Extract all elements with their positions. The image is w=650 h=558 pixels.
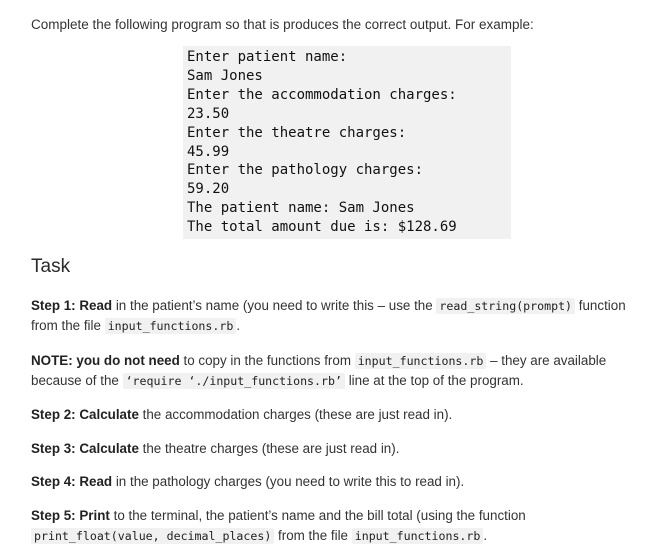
note-label: NOTE: you do not need xyxy=(31,353,180,368)
note-text: to copy in the functions from xyxy=(179,353,355,368)
intro-text: Complete the following program so that is produces the correct output. For example: xyxy=(31,17,534,32)
console-line: The total amount due is: $128.69 xyxy=(187,219,457,236)
step-2 xyxy=(31,405,641,425)
step-1-text: function from the file xyxy=(31,298,626,333)
step-2-label: Step 2: Calculate xyxy=(31,407,139,422)
note xyxy=(31,351,641,391)
console-line: Enter the theatre charges: xyxy=(187,124,407,141)
code-print-float: print_float(value, decimal_places) xyxy=(31,528,274,544)
console-line: Enter the accommodation charges: xyxy=(187,86,457,103)
step-1-text: . xyxy=(236,318,241,333)
step-5-label: Step 5: Print xyxy=(31,508,110,523)
step-5-text: from the file xyxy=(274,528,352,543)
step-1-label: Step 1: Read xyxy=(31,298,113,313)
step-5-text: . xyxy=(483,528,488,543)
code-read-string: read_string(prompt) xyxy=(436,298,575,314)
step-3-text: the theatre charges (these are just read in). xyxy=(138,441,400,456)
step-4-label: Step 4: Read xyxy=(31,474,113,489)
console-line: Sam Jones xyxy=(187,67,263,84)
step-5 xyxy=(31,506,641,546)
step-3 xyxy=(31,439,641,459)
step-4-text: in the pathology charges (you need to write this to read in). xyxy=(112,474,465,489)
step-3-label: Step 3: Calculate xyxy=(31,441,139,456)
step-2-text: the accommodation charges (these are just read in). xyxy=(138,407,453,422)
step-1 xyxy=(31,296,641,336)
step-4 xyxy=(31,472,641,492)
note-text: – they are available because of the xyxy=(31,353,607,388)
code-input-functions: input_functions.rb xyxy=(355,353,487,369)
console-line: The patient name: Sam Jones xyxy=(187,200,415,217)
task-heading: Task xyxy=(31,256,71,277)
example-output-console xyxy=(183,46,511,239)
console-line: Enter patient name: xyxy=(187,49,348,65)
console-line: 59.20 xyxy=(187,181,230,198)
step-1-text: in the patient’s name (you need to write this – use the xyxy=(112,298,437,313)
code-require: ‘require ‘./input_functions.rb’ xyxy=(123,373,345,389)
console-line: 45.99 xyxy=(187,143,230,160)
step-5-text: to the terminal, the patient’s name and the bill total (using the function xyxy=(109,508,526,523)
code-input-functions: input_functions.rb xyxy=(352,528,484,544)
console-line: Enter the pathology charges: xyxy=(187,162,424,179)
code-input-functions: input_functions.rb xyxy=(105,318,237,334)
note-text: line at the top of the program. xyxy=(344,373,524,388)
console-line: 23.50 xyxy=(187,105,230,122)
